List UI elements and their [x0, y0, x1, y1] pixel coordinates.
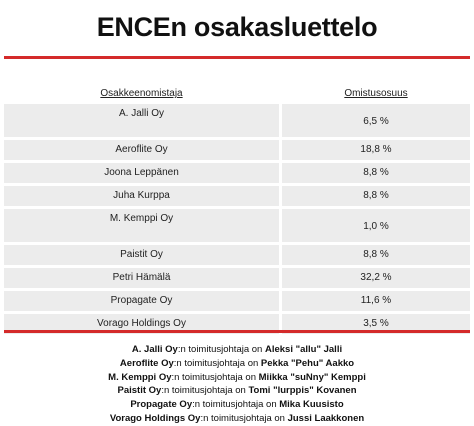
owner-cell: Aeroflite Oy — [4, 140, 279, 160]
share-cell: 18,8 % — [282, 140, 470, 160]
bottom-divider — [4, 330, 470, 333]
note-company: Paistit Oy — [117, 385, 162, 397]
owner-cell: Joona Leppänen — [4, 163, 279, 183]
share-cell: 3,5 % — [282, 314, 470, 334]
note-company: Aeroflite Oy — [119, 357, 174, 369]
note-ceo: Tomi "lurppis" Kovanen — [248, 385, 357, 397]
share-cell: 8,8 % — [282, 186, 470, 206]
note-connector: :n toimitusjohtaja on — [200, 412, 288, 424]
note-connector: :n toimitusjohtaja on — [177, 344, 265, 355]
ceo-note-line — [0, 384, 474, 398]
note-company: M. Kemppi Oy — [108, 371, 172, 383]
ceo-note-line — [0, 398, 474, 412]
note-company: Vorago Holdings Oy — [109, 412, 201, 424]
ceo-note-line — [0, 412, 474, 426]
ceo-note-line — [0, 357, 474, 371]
note-connector: :n toimitusjohtaja on — [171, 371, 259, 383]
header-share: Omistusosuus — [344, 88, 408, 99]
owner-cell: M. Kemppi Oy — [4, 209, 279, 242]
table-header — [4, 88, 470, 104]
shareholder-table — [4, 104, 470, 337]
share-cell: 11,6 % — [282, 291, 470, 311]
table-row — [4, 163, 470, 183]
ceo-note-line — [0, 343, 474, 357]
share-cell: 1,0 % — [282, 209, 470, 242]
table-row — [4, 268, 470, 288]
note-ceo: Pekka "Pehu" Aakko — [260, 357, 355, 369]
ceo-notes — [0, 343, 474, 426]
note-ceo: Aleksi "allu" Jalli — [264, 344, 343, 355]
note-ceo: Mika Kuusisto — [279, 399, 344, 411]
note-connector: :n toimitusjohtaja on — [173, 357, 261, 369]
share-cell: 6,5 % — [282, 104, 470, 137]
table-row — [4, 186, 470, 206]
note-company: Propagate Oy — [130, 399, 193, 411]
note-connector: :n toimitusjohtaja on — [161, 385, 249, 397]
table-row — [4, 291, 470, 311]
owner-cell: Juha Kurppa — [4, 186, 279, 206]
share-cell: 8,8 % — [282, 245, 470, 265]
share-cell: 32,2 % — [282, 268, 470, 288]
owner-cell: Vorago Holdings Oy — [4, 314, 279, 334]
share-cell: 8,8 % — [282, 163, 470, 183]
table-row — [4, 245, 470, 265]
page-title: ENCEn osakasluettelo — [96, 12, 378, 42]
note-connector: :n toimitusjohtaja on — [192, 399, 280, 411]
table-row — [4, 209, 470, 242]
owner-cell: Petri Hämälä — [4, 268, 279, 288]
owner-cell: A. Jalli Oy — [4, 104, 279, 137]
table-row — [4, 140, 470, 160]
ceo-note-line — [0, 371, 474, 385]
top-divider — [4, 56, 470, 59]
table-row — [4, 104, 470, 137]
owner-cell: Propagate Oy — [4, 291, 279, 311]
owner-cell: Paistit Oy — [4, 245, 279, 265]
note-company: A. Jalli Oy — [131, 344, 178, 355]
header-owner: Osakkeenomistaja — [100, 88, 183, 99]
note-ceo: Jussi Laakkonen — [287, 412, 365, 424]
note-ceo: Miikka "suNny" Kemppi — [258, 371, 366, 383]
